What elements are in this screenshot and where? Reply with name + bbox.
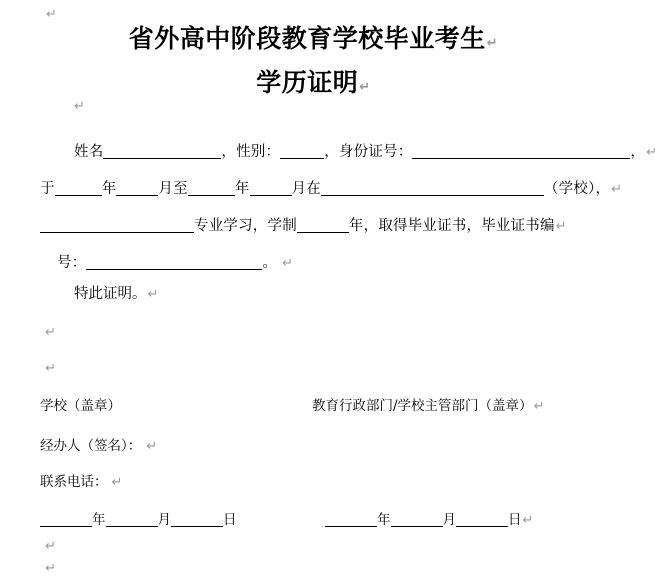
certify-statement — [40, 282, 158, 303]
unit-month-start: 月 — [158, 181, 174, 197]
label-to: 至 — [173, 181, 188, 197]
blank-end-year-field[interactable] — [188, 180, 235, 196]
handler-signature-line — [40, 434, 157, 454]
paragraph-mark-icon: ↵ — [359, 80, 371, 95]
title-line-1-text: 省外高中阶段教育学校毕业考生 — [128, 24, 486, 53]
blank-end-month-field[interactable] — [250, 180, 292, 196]
blank-major-field[interactable] — [40, 217, 194, 233]
label-at: 在 — [306, 181, 321, 197]
school-seal-label: 学校（盖章） — [40, 398, 121, 414]
label-from: 于 — [40, 181, 55, 197]
separator-after-name: ， — [221, 144, 237, 160]
blank-left-date-day-field[interactable] — [171, 511, 223, 527]
handler-signature-label: 经办人（签名）： — [40, 438, 142, 454]
blank-school-field[interactable] — [321, 180, 544, 196]
blank-right-date-year-field[interactable] — [325, 511, 377, 527]
separator-after-sex: ， — [324, 144, 339, 160]
label-name: 姓名 — [74, 144, 104, 160]
paragraph-mark-icon: ↵ — [611, 182, 623, 197]
blank-id-number-field[interactable] — [412, 143, 630, 159]
paragraph-mark-icon: ↵ — [533, 399, 545, 414]
line-4-period: 。 — [262, 255, 278, 271]
paragraph-mark-icon: ↵ — [486, 36, 499, 51]
blank-certificate-number-field[interactable] — [86, 254, 262, 270]
authority-seal-block — [312, 394, 544, 414]
paragraph-mark-icon: ↵ — [147, 287, 159, 302]
unit-year-end: 年 — [234, 181, 250, 197]
blank-right-date-day-field[interactable] — [456, 511, 508, 527]
contact-phone-label: 联系电话： — [40, 474, 108, 490]
body-line-1 — [40, 134, 657, 171]
paragraph-mark-icon: ↵ — [111, 475, 123, 490]
blank-left-date-year-field[interactable] — [40, 511, 92, 527]
paragraph-mark-icon: ↵ — [45, 361, 56, 376]
unit-month-end: 月 — [291, 181, 307, 197]
paragraph-mark-icon: ↵ — [45, 539, 56, 554]
blank-sex-field[interactable] — [280, 143, 324, 159]
paragraph-mark-icon: ↵ — [46, 7, 57, 22]
blank-start-year-field[interactable] — [55, 180, 102, 196]
paragraph-mark-icon: ↵ — [45, 561, 56, 576]
label-certificate-number: 号： — [57, 255, 87, 271]
unit-left-date-year: 年 — [92, 512, 106, 528]
contact-phone-line — [40, 470, 122, 490]
blank-left-date-month-field[interactable] — [106, 511, 158, 527]
body-line-2 — [40, 171, 623, 208]
paragraph-mark-icon: ↵ — [282, 256, 294, 271]
unit-year-length: 年， — [348, 218, 379, 234]
paragraph-mark-icon: ↵ — [146, 439, 158, 454]
unit-left-date-month: 月 — [157, 512, 171, 528]
unit-right-date-day: 日 — [508, 512, 522, 528]
paragraph-mark-icon: ↵ — [555, 219, 567, 234]
certificate-body — [40, 134, 657, 282]
label-obtained-diploma: 取得毕业证书，毕业证书编 — [378, 218, 555, 234]
school-parenthetical: （学校）， — [543, 181, 611, 197]
label-id-number: 身份证号： — [338, 144, 413, 160]
document-title — [0, 22, 627, 105]
title-line-1 — [0, 22, 627, 61]
date-right — [325, 508, 533, 528]
line-1-trailing-comma: ， — [630, 144, 646, 160]
label-program-length: 学制 — [267, 218, 297, 234]
unit-left-date-day: 日 — [223, 512, 237, 528]
date-left — [40, 508, 237, 528]
authority-seal-label: 教育行政部门/学校主管部门（盖章） — [312, 398, 533, 414]
label-major-study: 专业学习， — [194, 218, 268, 234]
unit-right-date-year: 年 — [377, 512, 391, 528]
paragraph-mark-icon: ↵ — [74, 99, 85, 114]
blank-start-month-field[interactable] — [116, 180, 158, 196]
title-line-2 — [0, 66, 627, 105]
blank-program-length-field[interactable] — [297, 217, 349, 233]
title-line-2-text: 学历证明 — [256, 68, 359, 97]
blank-name-field[interactable] — [103, 143, 221, 159]
unit-year-start: 年 — [101, 181, 117, 197]
paragraph-mark-icon: ↵ — [646, 145, 657, 160]
unit-right-date-month: 月 — [442, 512, 456, 528]
blank-right-date-month-field[interactable] — [391, 511, 443, 527]
paragraph-mark-icon: ↵ — [522, 513, 534, 528]
body-line-3 — [40, 208, 587, 245]
paragraph-mark-icon: ↵ — [45, 325, 56, 340]
body-line-4 — [40, 245, 587, 282]
label-sex: 性别： — [236, 144, 281, 160]
certify-statement-text: 特此证明。 — [74, 286, 147, 302]
